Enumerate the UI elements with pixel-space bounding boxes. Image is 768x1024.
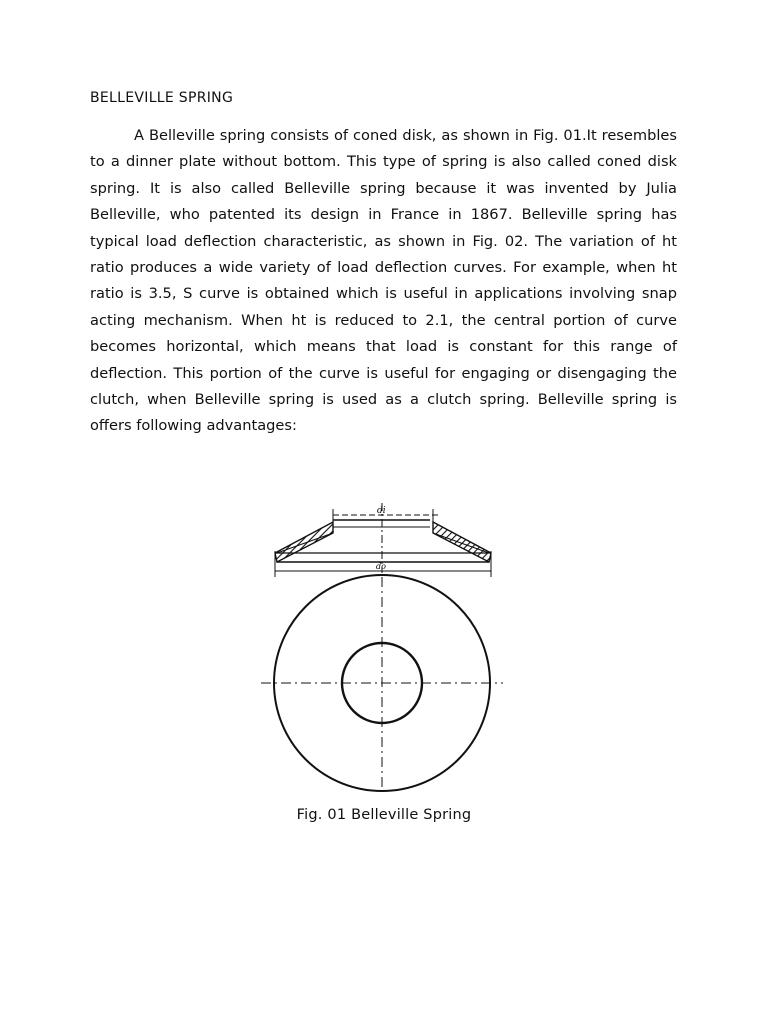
belleville-spring-figure bbox=[255, 495, 510, 795]
paragraph-text: A Belleville spring consists of coned disk, as shown in Fig. 01.It resembles to a dinner plate without bottom. This type of spring is also called coned disk spring. It is also called Belleville spring because it was invented by Julia Belleville, who patented its design in France in 1867. Belleville spring has typical load deflection characteristic, as shown in Fig. 02. The variation of ht ratio produces a wide variety of load deflection curves. For example, when ht ratio is 3.5, S curve is obtained which is useful in applications involving snap acting mechanism. When ht is reduced to 2.1, the central portion of curve becomes horizontal, which means that load is constant for this range of deflection. This portion of the curve is useful for engaging or disengaging the clutch, when Belleville spring is used as a clutch spring. Belleville spring is offers following advantages: bbox=[90, 127, 677, 435]
inner-diameter-label: di bbox=[377, 506, 386, 516]
outer-diameter-label: do bbox=[376, 562, 386, 571]
right-section-hatch bbox=[433, 522, 491, 562]
plan-view bbox=[261, 575, 503, 791]
section-view bbox=[275, 503, 491, 577]
figure-caption: Fig. 01 Belleville Spring bbox=[296, 807, 472, 823]
section-heading: BELLEVILLE SPRING bbox=[90, 90, 234, 106]
body-paragraph bbox=[90, 123, 677, 440]
left-section-hatch bbox=[275, 522, 333, 562]
belleville-spring-drawing bbox=[255, 495, 510, 795]
